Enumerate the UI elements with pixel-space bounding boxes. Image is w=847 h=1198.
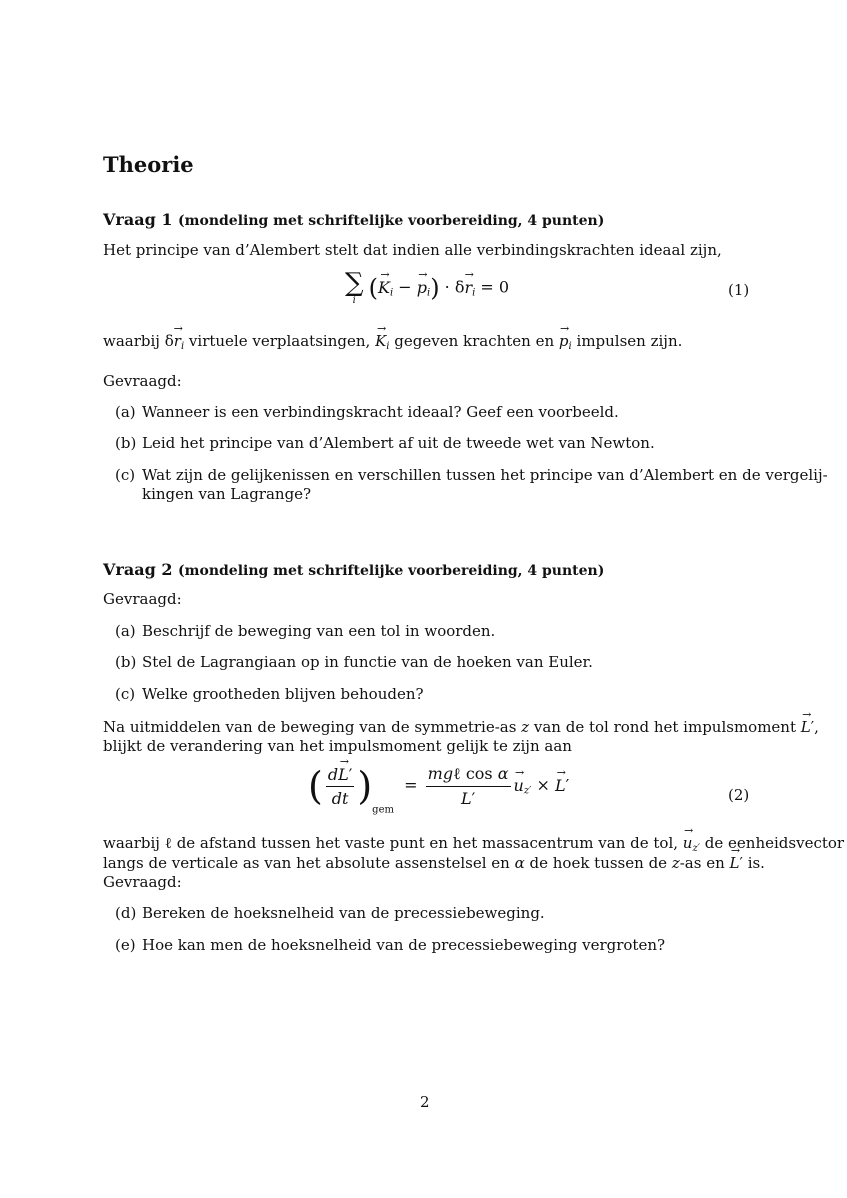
question-2-item-d: (d) Bereken de hoeksnelheid van de precessiebeweging. [115,904,545,922]
question-1-item-c: (c) Wat zijn de gelijkenissen en verschillen tussen het principe van d’Alembert en de vergelij- [115,466,828,484]
question-1-definitions: waarbij $\delta\to r_i$ virtuele verplaatsingen, → $K_i$ gegeven krachten en → $p_i$ impulsen zijn. [103,332,682,356]
question-2-heading [103,560,604,579]
question-2-item-c: (c) Welke grootheden blijven behouden? [115,685,424,703]
question-2-paragraph-2: waarbij ℓ de afstand tussen het vaste punt en het massacentrum van de tol, → $u_{z'}$ de eenheidsvector [103,834,844,858]
question-2-item-b: (b) Stel de Lagrangiaan op in functie van de hoeken van Euler. [115,653,593,671]
question-1-item-c-continuation: kingen van Lagrange? [142,485,312,503]
question-2-gevraagd-2: Gevraagd: [103,873,182,891]
question-2-subtitle: (mondeling met schriftelijke voorbereiding, 4 punten) [178,563,605,579]
question-2-gevraagd: Gevraagd: [103,590,182,608]
question-1-item-b: (b) Leid het principe van d’Alembert af uit de tweede wet van Newton. [115,434,655,452]
question-1-intro: Het principe van d’Alembert stelt dat indien alle verbindingskrachten ideaal zijn, [103,241,722,259]
question-2-paragraph-2-line-2: langs de verticale as van het absolute assenstelsel en α de hoek tussen de z-as en → L′ is. [103,854,765,873]
equation-1-number: (1) [728,281,750,299]
question-2-item-e: (e) Hoe kan men de hoeksnelheid van de precessiebeweging vergroten? [115,936,666,954]
equation-2: ( $\frac{d\to L'}{dt}$ )$_{gem}$ = $\frac{\text{mgℓ cos α}}{L'}$ → uz′ × → L′ [308,764,569,816]
question-2-title: Vraag 2 [103,560,173,579]
equation-2-number: (2) [728,786,750,804]
question-1-heading [103,210,604,229]
question-1-gevraagd: Gevraagd: [103,372,182,390]
question-2-paragraph-1-line-2: blijkt de verandering van het impulsmoment gelijk te zijn aan [103,737,572,755]
section-title: Theorie [103,152,194,177]
question-1-item-a: (a) Wanneer is een verbindingskracht ideaal? Geef een voorbeeld. [115,403,619,421]
question-1-title: Vraag 1 [103,210,173,229]
page-number: 2 [420,1093,430,1111]
question-1-subtitle: (mondeling met schriftelijke voorbereiding, 4 punten) [178,213,605,229]
equation-1: ∑ i (→ Ki − → pi) · δ→ ri = 0 [345,270,509,306]
question-2-item-a: (a) Beschrijf de beweging van een tol in woorden. [115,622,496,640]
question-2-paragraph-1: Na uitmiddelen van de beweging van de symmetrie-as z van de tol rond het impulsmoment → L′, [103,718,819,737]
